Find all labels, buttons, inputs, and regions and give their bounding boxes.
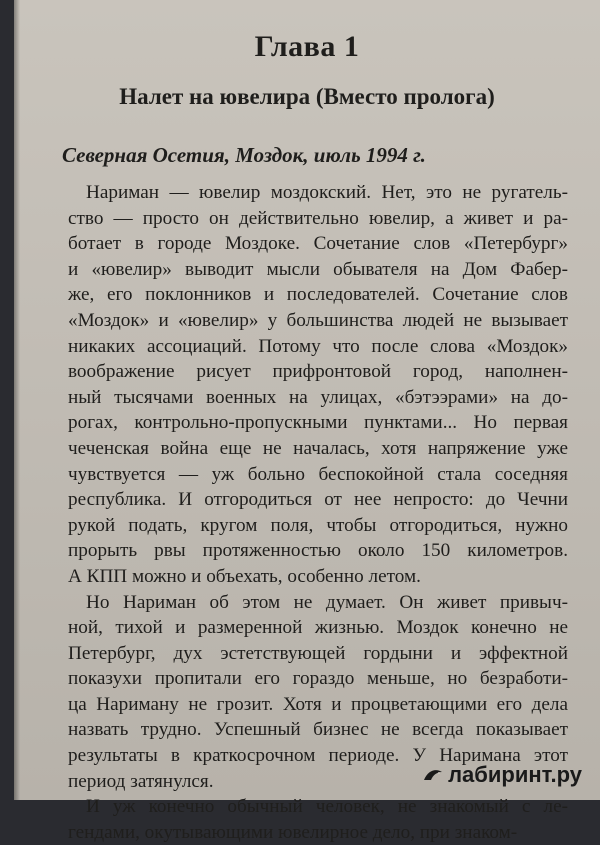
text-line: рогах, контрольно-пропускными пунктами... Но первая	[68, 412, 568, 434]
text-line: ца Нариману не грозит. Хотя и процветающими его дела	[68, 693, 568, 715]
text-line: чеченская война еще не началась, хотя напряжение уже	[68, 437, 568, 459]
paragraph-3	[68, 794, 568, 845]
text-line: же, его поклонников и последователей. Сочетание слов	[68, 284, 568, 306]
paragraph-1	[68, 180, 568, 590]
text-line: никаких ассоциаций. Потому что после слова «Моздок»	[68, 335, 568, 357]
text-line: Но Нариман об этом не думает. Он живет привыч-	[86, 591, 568, 613]
text-line: рукой подать, кругом поля, чтобы отгородиться, нужно	[68, 514, 568, 536]
text-line: период затянулся.	[68, 770, 214, 792]
text-line: А КПП можно и объехать, особенно летом.	[68, 565, 421, 587]
place-date-heading: Северная Осетия, Моздок, июль 1994 г.	[62, 143, 426, 167]
watermark-text: лабиринт.ру	[448, 762, 582, 787]
text-line: И уж конечно обычный человек, не знакомый с ле-	[86, 796, 568, 818]
text-line: гендами, окутывающими ювелирное дело, при знаком-	[68, 821, 518, 843]
text-line: и «ювелир» выводит мысли обывателя на Дом Фабер-	[68, 258, 568, 280]
text-line: ство — просто он действительно ювелир, а живет и ра-	[68, 207, 568, 229]
text-line: результаты в краткосрочном периоде. У Наримана этот	[68, 745, 568, 767]
book-page	[14, 0, 600, 843]
spine-shadow	[14, 0, 20, 800]
labirint-logo-icon	[422, 766, 444, 784]
text-line: показухи пропитали его гораздо меньше, но безработи-	[68, 668, 568, 690]
text-line: Нариман — ювелир моздокский. Нет, это не ругатель-	[86, 182, 568, 203]
text-line: чувствуется — уж больно беспокойной стала соседняя	[68, 463, 568, 485]
text-line: воображение рисует прифронтовой город, наполнен-	[68, 361, 568, 383]
chapter-title: Глава 1	[254, 30, 360, 63]
text-line: прорыть рвы протяженностью около 150 километров.	[68, 540, 568, 562]
text-line: «Моздок» и «ювелир» у большинства людей не вызывает	[68, 309, 568, 331]
text-line: Петербург, дух эстетствующей гордыни и эффектной	[68, 642, 568, 664]
text-line: республика. И отгородиться от нее непросто: до Чечни	[68, 489, 568, 511]
text-line: назвать трудно. Успешный бизнес не всегда показывает	[68, 719, 568, 741]
text-line: ной, тихой и размеренной жизнью. Моздок конечно не	[68, 617, 568, 639]
text-line: ный тысячами военных на улицах, «бэтээрами» на до-	[68, 386, 568, 408]
text-line: ботает в городе Моздоке. Сочетание слов «Петербург»	[68, 233, 568, 255]
body-text	[68, 180, 568, 845]
labirint-watermark	[422, 762, 582, 788]
chapter-subtitle: Налет на ювелира (Вместо пролога)	[119, 84, 495, 109]
